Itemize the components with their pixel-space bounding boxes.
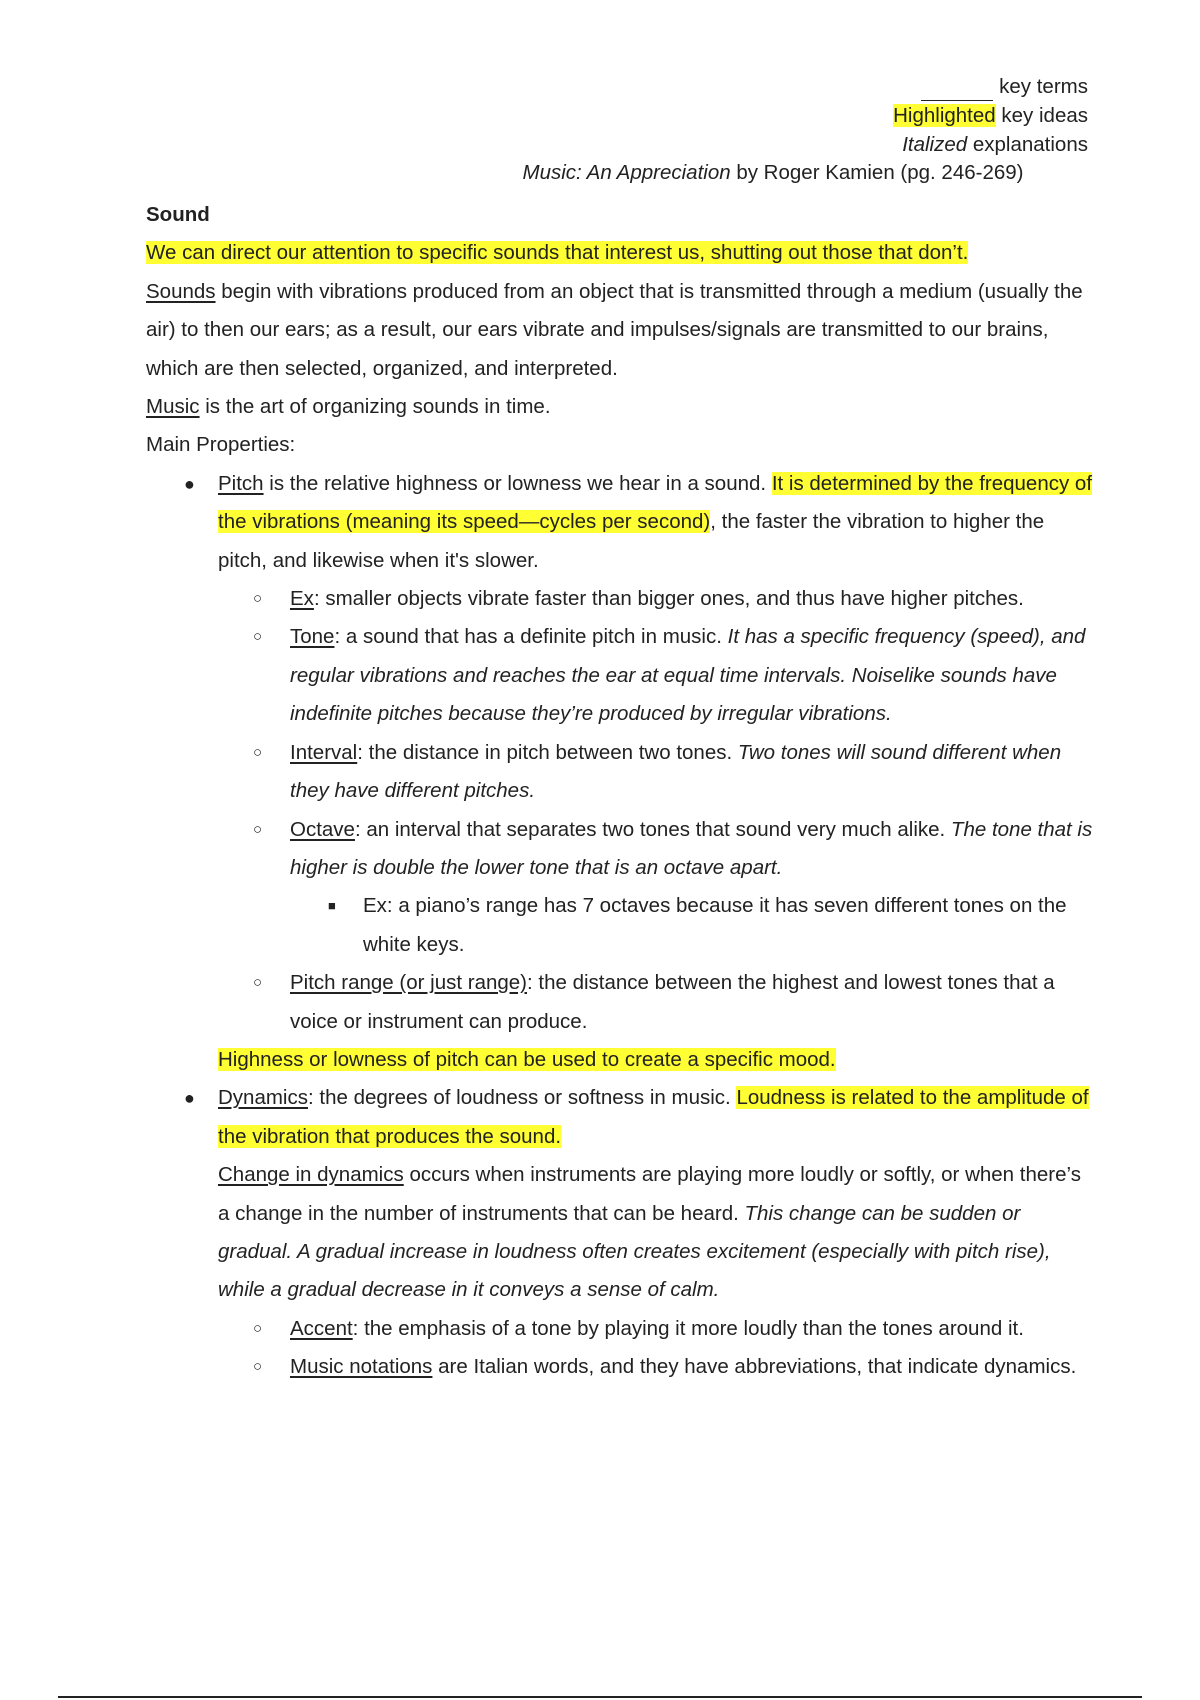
legend	[893, 72, 1088, 159]
square-bullet-icon: ■	[328, 898, 336, 914]
bullet-icon: ●	[184, 1088, 195, 1109]
legend-key-ideas: Highlighted key ideas	[893, 104, 1088, 127]
change-in-dynamics: Change in dynamics occurs when instruments are playing more loudly or softly, or when there’s a change in the number of instruments that can be heard. This change can be sudden or gradual. A gradual increase in loudness often creates excitement (especially with pitch rise), while a gradual decrease in it conveys a sense of calm.	[218, 1163, 1081, 1302]
circle-bullet-icon: ○	[253, 590, 263, 608]
section-heading: Sound	[146, 203, 210, 226]
properties-list	[146, 465, 1096, 1387]
list-item-tone: ○ Tone: a sound that has a definite pitch in music. It has a specific frequency (speed), and regular vibrations and reaches the ear at equal time intervals. Noiselike sounds have indefinite pitches because they’re produced by irregular vibrations.	[146, 618, 1096, 733]
music-definition: Music is the art of organizing sounds in time.	[146, 395, 551, 419]
list-item-interval: ○ Interval: the distance in pitch between two tones. Two tones will sound different when they have different pitches.	[146, 734, 1096, 811]
bullet-icon: ●	[184, 473, 195, 494]
list-item-dynamics: ● Dynamics: the degrees of loudness or softness in music. Loudness is related to the amplitude of the vibration that produces the sound.	[146, 1079, 1096, 1156]
pitch-mood-key-idea: Highness or lowness of pitch can be used to create a specific mood.	[218, 1047, 836, 1071]
circle-bullet-icon: ○	[253, 974, 263, 992]
intro-key-idea: We can direct our attention to specific sounds that interest us, shutting out those that don’t.	[146, 241, 969, 265]
list-item-music-notations: ○ Music notations are Italian words, and they have abbreviations, that indicate dynamics.	[146, 1348, 1096, 1386]
blank-underline	[921, 80, 993, 101]
list-item-accent: ○ Accent: the emphasis of a tone by playing it more loudly than the tones around it.	[146, 1310, 1096, 1348]
list-item-octave: ○ Octave: an interval that separates two tones that sound very much alike. The tone that is higher is double the lower tone that is an octave apart.	[146, 811, 1096, 888]
list-item-pitch-range: ○ Pitch range (or just range): the distance between the highest and lowest tones that a voice or instrument can produce.	[146, 964, 1096, 1041]
circle-bullet-icon: ○	[253, 628, 263, 646]
list-item-pitch: ● Pitch is the relative highness or lowness we hear in a sound. It is determined by the frequency of the vibrations (meaning its speed—cycles per second), the faster the vibration to higher the pitch, and likewise when it's slower.	[146, 465, 1096, 580]
legend-explanations: Italized explanations	[902, 133, 1088, 156]
legend-key-terms: key terms	[893, 72, 1088, 101]
circle-bullet-icon: ○	[253, 1358, 263, 1376]
list-item-octave-ex: ■ Ex: a piano’s range has 7 octaves because it has seven different tones on the white keys.	[146, 887, 1096, 964]
notes-body	[146, 196, 1096, 1387]
circle-bullet-icon: ○	[253, 743, 263, 761]
circle-bullet-icon: ○	[253, 820, 263, 838]
page-bottom-rule	[58, 1696, 1142, 1698]
circle-bullet-icon: ○	[253, 1319, 263, 1337]
list-item-ex: ○ Ex: smaller objects vibrate faster than bigger ones, and thus have higher pitches.	[146, 580, 1096, 618]
main-properties-label: Main Properties:	[146, 433, 296, 457]
source-citation: Music: An Appreciation by Roger Kamien (pg. 246-269)	[522, 161, 1024, 184]
sounds-definition: Sounds begin with vibrations produced from an object that is transmitted through a medium (usually the air) to then our ears; as a result, our ears vibrate and impulses/signals are transmitted to our brains, which are then selected, organized, and interpreted.	[146, 279, 1083, 380]
